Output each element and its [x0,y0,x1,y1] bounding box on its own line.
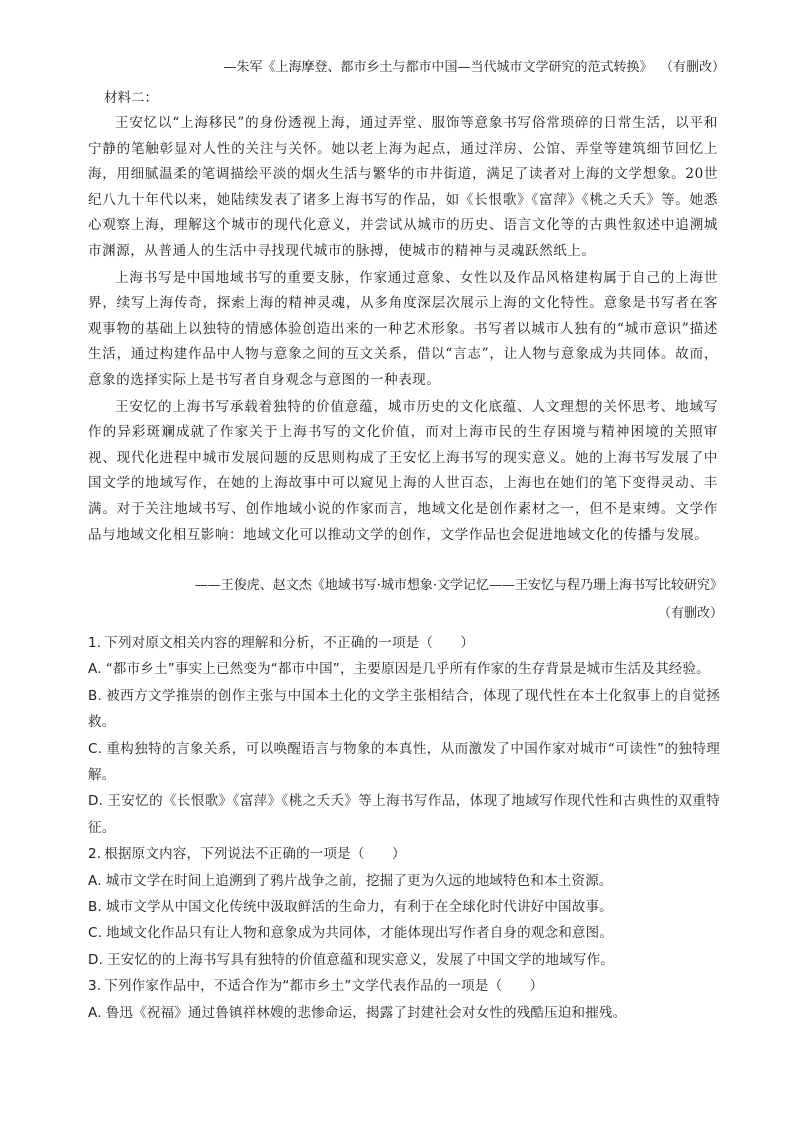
material-label: 材料二： [104,90,158,106]
question-3 [88,973,720,1026]
question-text: 下列作家作品中，不适合作为“都市乡土”文学代表作品的一项是（ ） [104,978,544,995]
option-letter: A. [88,661,102,678]
passage-text [88,111,718,548]
question-number: 2. [88,846,102,863]
option-text: 地域文化作品只有让人物和意象成为共同体，才能体现出写作者自身的观念和意图。 [106,925,614,942]
option-text: 城市文学在时间上追溯到了鸦片战争之前，挖掘了更为久远的地域特色和本土资源。 [105,872,613,889]
question-1 [88,630,720,841]
option-b [88,894,720,920]
option-a [88,656,720,682]
question-list [88,630,720,1026]
option-b [88,683,720,736]
question-text: 下列对原文相关内容的理解和分析，不正确的一项是（ ） [104,635,475,651]
option-letter: B. [88,899,102,916]
option-a [88,1000,720,1026]
question-2 [88,841,720,973]
source-citation-text: —朱军《上海摩登、都市乡土与都市中国—当代城市文学研究的范式转换》 [223,60,653,75]
question-text: 根据原文内容，下列说法不正确的一项是（ ） [104,846,406,863]
option-letter: C. [88,925,103,942]
source-citation-bottom: ——王俊虎、赵文杰《地域书写·城市想象·文学记忆——王安忆与程乃珊上海书写比较研究》 [194,578,723,593]
option-c [88,920,720,946]
option-letter: C. [88,740,103,757]
source-note: （有删改） [666,60,725,75]
option-text: 王安忆的《长恨歌》《富萍》《桃之夭夭》等上海书写作品，体现了地域写作现代性和古典性的双重特征。 [88,793,720,836]
passage-paragraph: 上海书写是中国地域书写的重要支脉，作家通过意象、女性以及作品风格建构属于自己的上海世界，续写上海传奇，探索上海的精神灵魂，从多角度深层次展示上海的文化特性。意象是书写者在客观事物的基础上以独特的情感体验创造出来的一种艺术形象。书写者以城市人独有的“城市意识”描述生活，通过构建作品中人物与意象之间的互文关系，借以“言志”，让人物与意象成为共同体。故而，意象的选择实际上是书写者自身观念与意图的一种表现。 [88,269,718,388]
option-d [88,947,720,973]
option-text: 城市文学从中国文化传统中汲取鲜活的生命力，有利于在全球化时代讲好中国故事。 [105,899,613,916]
question-number: 3. [88,978,102,995]
option-text: 鲁迅《祝福》通过鲁镇祥林嫂的悲惨命运，揭露了封建社会对女性的残酷压迫和摧残。 [105,1004,627,1021]
passage-paragraph: 王安忆的上海书写承载着独特的价值意蕴，城市历史的文化底蕴、人文理想的关怀思考、地域写作的异彩斑斓成就了作家关于上海书写的文化价值，而对上海市民的生存困境与精神困境的关照审视、现代化进程中城市发展问题的反思则构成了王安忆上海书写的现实意义。她的上海书写发展了中国文学的地域写作，在她的上海故事中可以窥见上海的人世百态，上海也在她们的笔下变得灵动、丰满。对于关注地域书写、创作地域小说的作家而言，地域文化是创作素材之一，但不是束缚。文学作品与地域文化相互影响：地域文化可以推动文学的创作，文学作品也会促进地域文化的传播与发展。 [88,398,718,543]
option-letter: D. [88,951,104,968]
option-letter: B. [88,687,102,704]
source-note-bottom: （有删改） [657,606,723,621]
option-a [88,868,720,894]
option-letter: D. [88,793,104,810]
question-stem [88,630,720,656]
passage-paragraph: 王安忆以“上海移民”的身份透视上海，通过弄堂、服饰等意象书写俗常琐碎的日常生活，以平和宁静的笔触彰显对人性的关注与关怀。她以老上海为起点，通过洋房、公馆、弄堂等建筑细节回忆上海，用细腻温柔的笔调描绘平淡的烟火生活与繁华的市井街道，满足了读者对上海的文学想象。20世纪八九十年代以来，她陆续发表了诸多上海书写的作品，如《长恨歌》《富萍》《桃之夭夭》等。她悉心观察上海，理解这个城市的现代化意义，并尝试从城市的历史、语言文化等的古典性叙述中追溯城市渊源，从普通人的生活中寻找现代城市的脉搏，使城市的精神与灵魂跃然纸上。 [88,115,718,259]
option-text: “都市乡土”事实上已然变为“都市中国”，主要原因是几乎所有作家的生存背景是城市生活及其经验。 [105,661,710,678]
option-text: 被西方文学推崇的创作主张与中国本土化的文学主张相结合，体现了现代性在本土化叙事上的自觉拯救。 [88,687,720,731]
option-letter: A. [88,1004,102,1021]
option-c [88,736,720,789]
option-letter: A. [88,872,102,889]
option-text: 重构独特的言象关系，可以唤醒语言与物象的本真性，从而激发了中国作家对城市“可读性”的独特理解。 [88,740,720,784]
option-text: 王安忆的的上海书写具有独特的价值意蕴和现实意义，发展了中国文学的地域写作。 [107,951,614,968]
question-number: 1. [88,635,102,651]
source-citation-top [180,57,725,79]
question-stem [88,973,720,999]
option-d [88,788,720,841]
question-stem [88,841,720,867]
